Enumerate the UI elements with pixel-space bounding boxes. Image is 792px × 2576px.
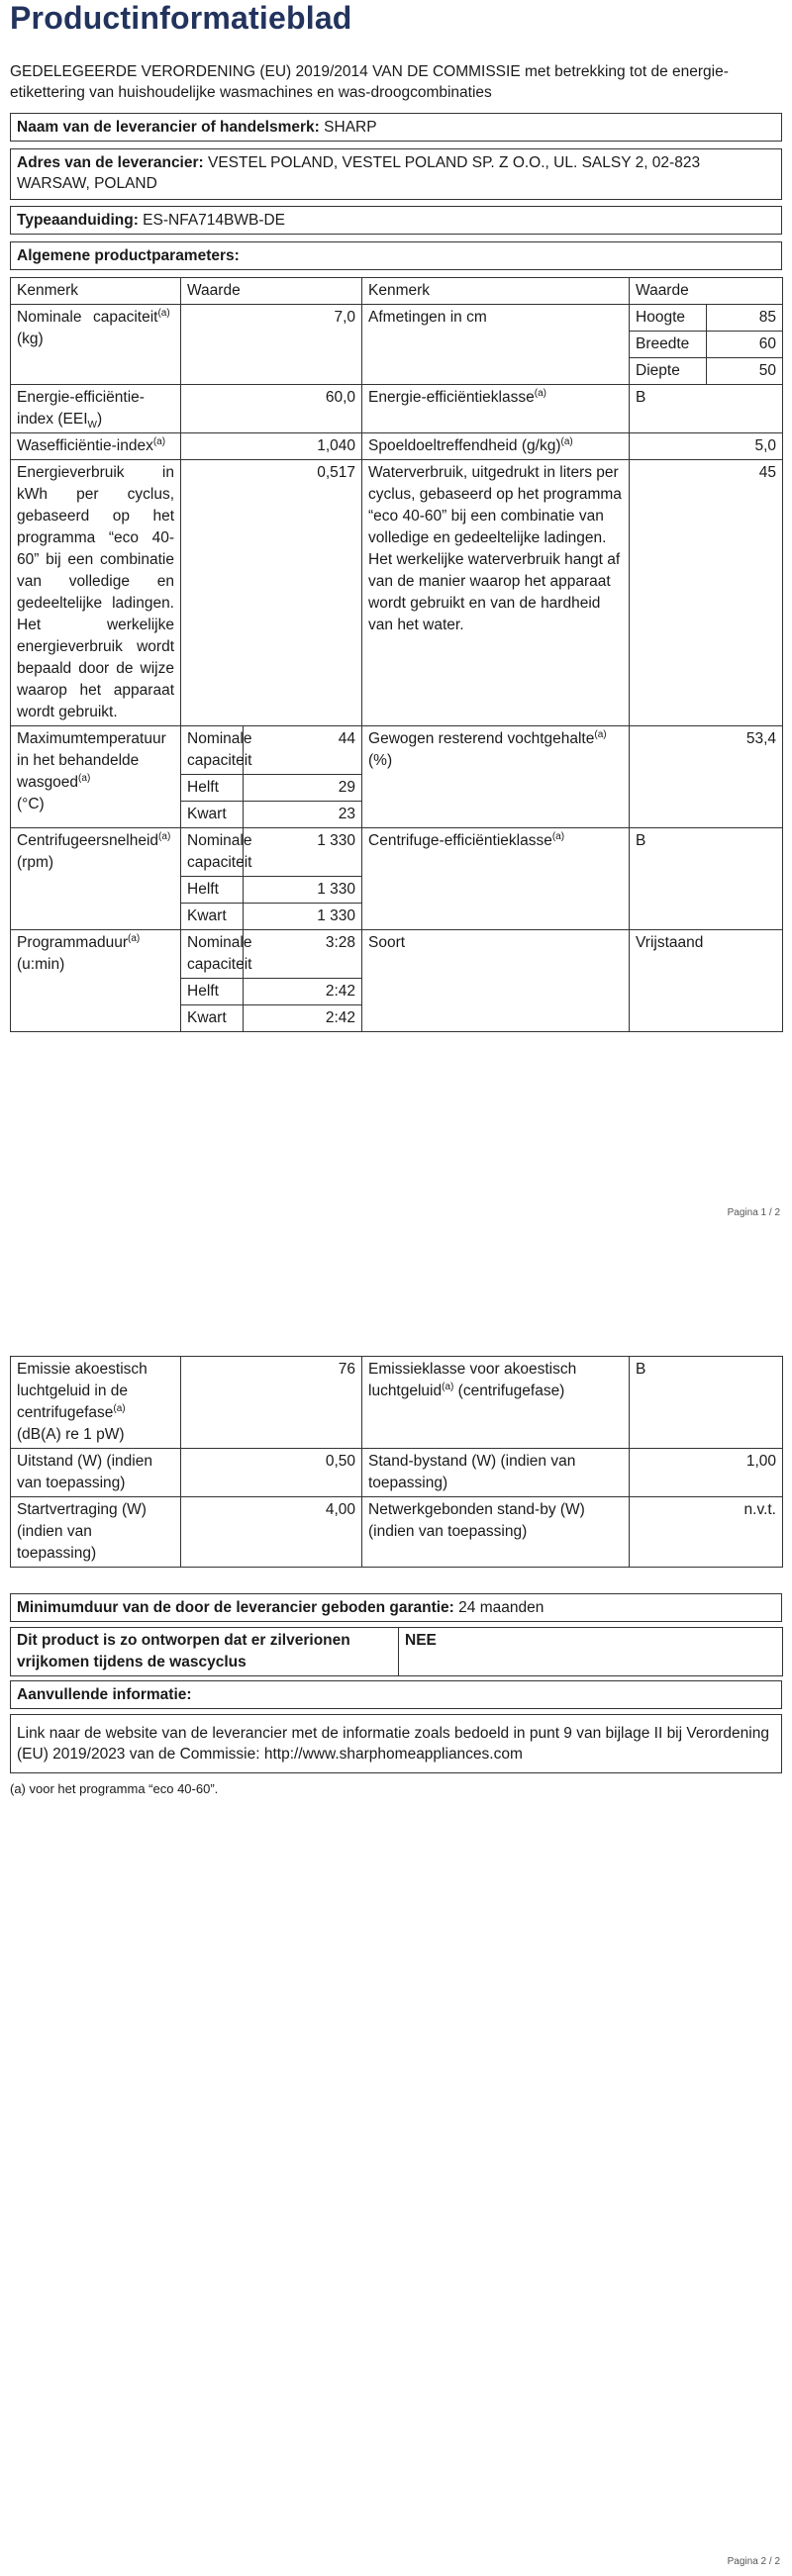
rinse-label-cell: Spoeldoeltreffendheid $(g/kg)^{(a)}$ <box>362 433 630 460</box>
duration-nominal-value: 3:28 <box>244 930 362 979</box>
width-label: Breedte <box>630 332 707 358</box>
table-row <box>11 1357 783 1449</box>
parameters-table-2 <box>10 1356 783 1568</box>
depth-value: 50 <box>707 358 783 385</box>
temp-quarter-label: Kwart <box>181 802 244 828</box>
spin-quarter-value: 1 330 <box>244 904 362 930</box>
extra-heading-box <box>10 1680 782 1709</box>
header-kenmerk-2: Kenmerk <box>362 278 630 305</box>
duration-nominal-label: Nominale capaciteit <box>181 930 244 979</box>
moisture-label-cell: Gewogen resterend vochtgehalte$^{(a)}$ (%) <box>362 726 630 828</box>
delay-label: Startvertraging (W) (indien van toepassing) <box>11 1497 181 1568</box>
duration-half-label: Helft <box>181 979 244 1005</box>
noise-value: 76 <box>181 1357 362 1449</box>
table-row <box>11 433 783 460</box>
header-waarde-2: Waarde <box>630 278 783 305</box>
standby-label: Stand-bystand (W) (indien van toepassing) <box>362 1449 630 1497</box>
off-value: 0,50 <box>181 1449 362 1497</box>
network-value: n.v.t. <box>630 1497 783 1568</box>
eei-value: 60,0 <box>181 385 362 433</box>
water-label: Waterverbruik, uitgedrukt in liters per cyclus, gebaseerd op het programma “eco 40-60” bij een combinatie van volledige en gedeeltelijke ladingen. Het werkelijke waterverbruik hangt af van de manier waarop het apparaat wordt gebruikt en van de hardheid van het water. <box>362 460 630 726</box>
noise-class-value: B <box>630 1357 783 1449</box>
parameters-table <box>10 277 783 1032</box>
spin-half-value: 1 330 <box>244 877 362 904</box>
wash-label-cell: Wasefficiëntie-index$^{(a)}$ <box>11 433 181 460</box>
temp-nominal-label: Nominale capaciteit <box>181 726 244 775</box>
header-waarde: Waarde <box>181 278 362 305</box>
table-row <box>11 385 783 433</box>
table-row <box>11 828 783 877</box>
height-label: Hoogte <box>630 305 707 332</box>
energy-label: Energieverbruik in kWh per cyclus, gebaseerd op het programma “eco 40-60” bij een combinatie van volledige en gedeeltelijke ladingen. Het werkelijke energieverbruik wordt bepaald door de wijze waarop het apparaat wordt gebruikt. <box>11 460 181 726</box>
spin-class-label-cell: Centrifuge-efficiëntieklasse$^{(a)}$ <box>362 828 630 930</box>
temp-label-cell: Maximumtemperatuur in het behandelde wasgoed$^{(a)}$ (°C) <box>11 726 181 828</box>
eei-class-value: B <box>630 385 783 433</box>
duration-quarter-label: Kwart <box>181 1005 244 1032</box>
temp-half-label: Helft <box>181 775 244 802</box>
address-box <box>10 148 782 200</box>
supplier-website-link[interactable]: Link naar de website van de leverancier met de informatie zoals bedoeld in punt 9 van bijlage II bij Verordening (EU) 2019/2023 van de Commissie: http://www.sharphomeappliances.com <box>17 1725 769 1763</box>
general-heading: Algemene productparameters: <box>17 247 240 264</box>
spin-nominal-label: Nominale capaciteit <box>181 828 244 877</box>
silver-value: NEE <box>399 1628 783 1676</box>
supplier-value: SHARP <box>324 119 377 136</box>
network-label: Netwerkgebonden stand-by (W) (indien van toepassing) <box>362 1497 630 1568</box>
duration-half-value: 2:42 <box>244 979 362 1005</box>
spin-half-label: Helft <box>181 877 244 904</box>
table-row <box>11 1628 783 1676</box>
type-value: Vrijstaand <box>630 930 783 1032</box>
temp-half-value: 29 <box>244 775 362 802</box>
page-1 <box>0 0 792 1227</box>
spin-label-cell: Centrifugeersnelheid$^{(a)}$ (rpm) <box>11 828 181 930</box>
warranty-label: Minimumduur van de door de leverancier geboden garantie: <box>17 1599 454 1616</box>
eei-class-label-cell: Energie-efficiëntieklasse$^{(a)}$ <box>362 385 630 433</box>
page-2 <box>0 1326 792 2576</box>
temp-nominal-value: 44 <box>244 726 362 775</box>
silver-label: Dit product is zo ontworpen dat er zilverionen vrijkomen tijdens de wascyclus <box>11 1628 399 1676</box>
capacity-label-cell: Nominale capaciteit$^{(a)}$ (kg) <box>11 305 181 385</box>
model-box <box>10 206 782 235</box>
warranty-value: 24 maanden <box>458 1599 544 1616</box>
noise-class-label-cell: Emissieklasse voor akoestisch luchtgeluid$^{(a)}$ (centrifugefase) <box>362 1357 630 1449</box>
rinse-value: 5,0 <box>630 433 783 460</box>
general-heading-box <box>10 241 782 270</box>
noise-label-cell: Emissie akoestisch luchtgeluid in de centrifugefase$^{(a)}$ (dB(A) re 1 pW) <box>11 1357 181 1449</box>
standby-value: 1,00 <box>630 1449 783 1497</box>
table-header-row <box>11 278 783 305</box>
height-value: 85 <box>707 305 783 332</box>
depth-label: Diepte <box>630 358 707 385</box>
wash-value: 1,040 <box>181 433 362 460</box>
water-value: 45 <box>630 460 783 726</box>
energy-value: 0,517 <box>181 460 362 726</box>
off-label: Uitstand (W) (indien van toepassing) <box>11 1449 181 1497</box>
silver-table <box>10 1627 783 1676</box>
address-value: VESTEL POLAND, VESTEL POLAND SP. Z O.O., UL. SALSY 2, 02-823 WARSAW, POLAND <box>17 154 701 192</box>
address-label: Adres van de leverancier: <box>17 154 204 171</box>
regulation-text: GEDELEGEERDE VERORDENING (EU) 2019/2014 VAN DE COMMISSIE met betrekking tot de energie-etikettering van huishoudelijke wasmachines en was-droogcombinaties <box>10 63 729 101</box>
delay-value: 4,00 <box>181 1497 362 1568</box>
eei-label-cell: Energie-efficiëntie-index $(EEI_W)$ <box>11 385 181 433</box>
model-label: Typeaanduiding: <box>17 212 139 229</box>
dimensions-label: Afmetingen in cm <box>362 305 630 385</box>
capacity-value: 7,0 <box>181 305 362 385</box>
spin-class-value: B <box>630 828 783 930</box>
width-value: 60 <box>707 332 783 358</box>
page-number-2: Pagina 2 / 2 <box>727 2556 780 2567</box>
page-title: Productinformatieblad <box>10 0 352 36</box>
table-row <box>11 1497 783 1568</box>
type-label: Soort <box>362 930 630 1032</box>
link-box <box>10 1714 782 1773</box>
page-number-1: Pagina 1 / 2 <box>727 1207 780 1218</box>
supplier-label: Naam van de leverancier of handelsmerk: <box>17 119 320 136</box>
spin-quarter-label: Kwart <box>181 904 244 930</box>
table-row <box>11 1449 783 1497</box>
model-value: ES-NFA714BWB-DE <box>143 212 286 229</box>
table-row <box>11 930 783 979</box>
supplier-box <box>10 113 782 142</box>
table-row <box>11 460 783 726</box>
temp-quarter-value: 23 <box>244 802 362 828</box>
duration-label-cell: Programmaduur$^{(a)}$ (u:min) <box>11 930 181 1032</box>
footnote: (a) voor het programma “eco 40-60”. <box>10 1781 219 1796</box>
table-row <box>11 305 783 332</box>
spin-nominal-value: 1 330 <box>244 828 362 877</box>
warranty-box <box>10 1593 782 1622</box>
duration-quarter-value: 2:42 <box>244 1005 362 1032</box>
header-kenmerk: Kenmerk <box>11 278 181 305</box>
table-row <box>11 726 783 775</box>
moisture-value: 53,4 <box>630 726 783 828</box>
extra-heading: Aanvullende informatie: <box>17 1686 192 1703</box>
